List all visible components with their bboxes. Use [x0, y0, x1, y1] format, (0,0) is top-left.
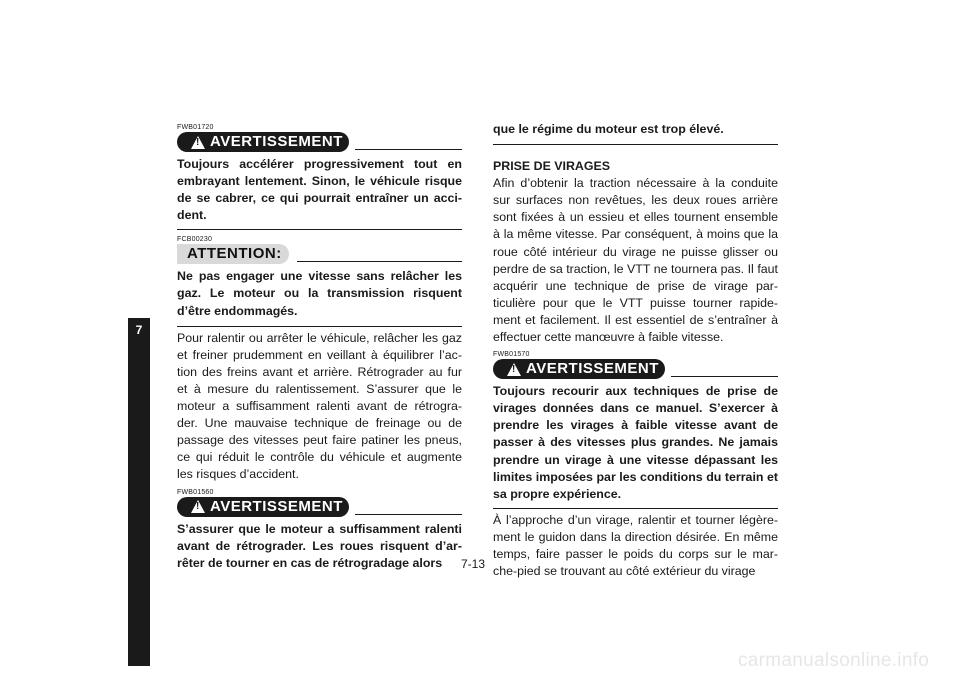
- attention-label: ATTENTION:: [187, 245, 282, 263]
- divider: [493, 144, 778, 145]
- left-column: [177, 123, 462, 572]
- warning-band: [177, 132, 462, 152]
- page-number: 7-13: [461, 557, 486, 571]
- body-paragraph: Pour ralentir ou arrêter le véhicule, relâcher les gaz et freiner prudemment en veillant à équilibrer l’ac-tion des freins avant et arrière. Rétrograder au fur et à mesure du ralentissement. S’assurer que le moteur a suffisamment ralenti avant de rétrogra-der. Une mauvaise technique de freinage ou de passage des vitesses peut faire patiner les pneus, ce qui réduit le contrôle du véhicule et augmente les risques d’accident.: [177, 330, 462, 482]
- warning-text: S’assurer que le moteur a suffisamment ralenti avant de rétrograder. Les roues risquent d’ar-rêter de tourner en cas de rétrogradage alors: [177, 521, 462, 570]
- warning-icon: !: [191, 136, 205, 149]
- warning-label: AVERTISSEMENT: [210, 497, 343, 515]
- warning-continuation: que le régime du moteur est trop élevé.: [493, 122, 724, 136]
- warning-text: Toujours accélérer progressivement tout en embrayant lentement. Sinon, le véhicule risque de se cabrer, ce qui pourrait entraîner un acci-dent.: [177, 157, 462, 223]
- chapter-number: 7: [135, 323, 143, 337]
- warning-icon: !: [191, 500, 205, 513]
- divider: [493, 508, 778, 509]
- warning-band: [177, 497, 462, 517]
- warning-label: AVERTISSEMENT: [210, 133, 343, 150]
- divider: [177, 326, 462, 327]
- divider: [177, 229, 462, 230]
- right-column: [493, 121, 778, 580]
- watermark-footer: carmanualsonline.info: [738, 650, 930, 671]
- attention-band: [177, 244, 462, 264]
- section-heading: PRISE DE VIRAGES: [493, 159, 611, 174]
- attention-code: FCB00230: [177, 236, 213, 244]
- warning-icon: !: [507, 363, 521, 376]
- warning-code: FWB01720: [177, 124, 214, 131]
- warning-text: Toujours recourir aux techniques de prise de virages données dans ce manuel. S’exercer à prendre les virages à faible vitesse avant de passer à des vitesses plus grandes. Ne jamais prendre un virage à une vitesse dépassant les limites imposées par les conditions du terrain et sa propre expérience.: [493, 384, 778, 501]
- body-paragraph: Afin d’obtenir la traction nécessaire à la conduite sur surfaces non revêtues, les deux roues arrière sont fixées à un essieu et elles tournent ensemble à la même vitesse. Par conséquent, à moins que la roue côté intérieur du virage ne puisse glisser ou perdre de sa traction, le VTT ne tournera pas. Il faut acquérir une technique de prise de virage par-ticulière pour que le VTT puisse tourner rapide-ment et facilement. Il est essentiel de s’entraîner à effectuer cette manœuvre à faible vitesse.: [493, 176, 778, 345]
- warning-band: [493, 359, 778, 379]
- warning-label: AVERTISSEMENT: [526, 360, 659, 378]
- attention-text: Ne pas engager une vitesse sans relâcher les gaz. Le moteur ou la transmission risquent d’être endommagés.: [177, 269, 462, 318]
- body-paragraph: À l’approche d’un virage, ralentir et tourner légère-ment le guidon dans la direction désirée. En même temps, faire passer le poids du corps sur le mar-che-pied se trouvant au côté extérieur du virage: [493, 512, 778, 579]
- warning-code: FWB01570: [493, 351, 530, 359]
- chapter-tab: [128, 318, 150, 666]
- warning-code: FWB01560: [177, 488, 214, 496]
